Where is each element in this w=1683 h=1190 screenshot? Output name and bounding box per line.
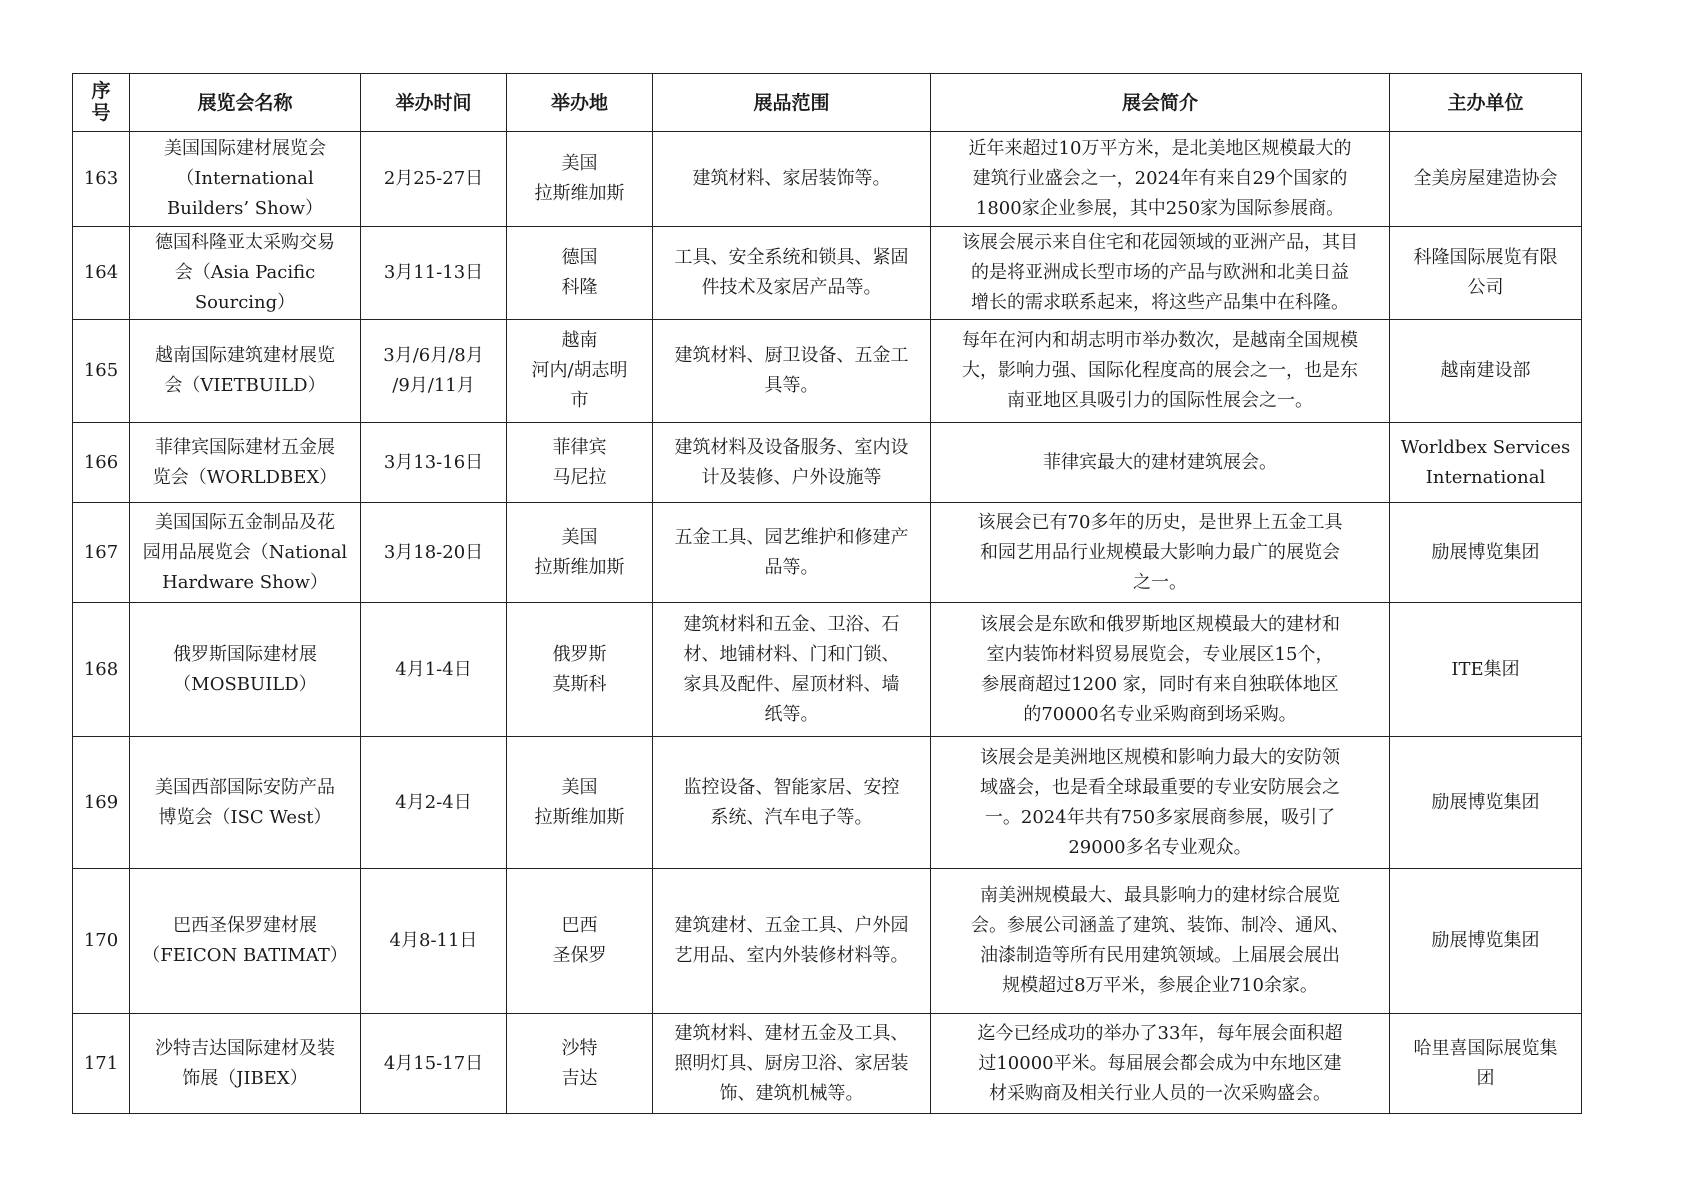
cell-scope-line: 具等。 (764, 375, 819, 396)
header-place: 举办地 (507, 74, 653, 132)
cell-scope-line: 建筑材料和五金、卫浴、石 (683, 613, 900, 635)
cell-intro (931, 869, 1390, 1014)
cell-intro (931, 737, 1390, 869)
cell-time (361, 423, 507, 503)
cell-organizer (1390, 1014, 1582, 1114)
table-row (73, 1014, 1582, 1114)
cell-scope (653, 423, 931, 503)
cell-scope-line: 计及装修、户外设施等 (701, 466, 882, 488)
header-intro: 展会简介 (931, 74, 1390, 132)
cell-intro-line: 菲律宾最大的建材建筑展会。 (1043, 451, 1277, 473)
cell-organizer-line: 励展博览集团 (1431, 930, 1540, 951)
cell-exhibition-name-line: 俄罗斯国际建材展 (173, 643, 317, 665)
cell-exhibition-name-line: 会（Asia Pacific (174, 262, 316, 283)
cell-intro-line: 油漆制造等所有民用建筑领域。上届展会展出 (980, 945, 1340, 966)
cell-place-line: 沙特 (561, 1037, 598, 1059)
cell-scope (653, 1014, 931, 1114)
cell-exhibition-name (130, 320, 361, 423)
cell-intro-line: 1800家企业参展，其中250家为国际参展商。 (975, 198, 1345, 219)
cell-intro-line: 域盛会，也是看全球最重要的专业安防展会之 (980, 776, 1340, 798)
cell-exhibition-name (130, 737, 361, 869)
cell-place-line: 吉达 (561, 1067, 598, 1089)
cell-place (507, 503, 653, 603)
cell-place (507, 132, 653, 227)
cell-exhibition-name (130, 423, 361, 503)
cell-place (507, 227, 653, 320)
cell-organizer (1390, 737, 1582, 869)
cell-scope-line: 家具及配件、屋顶材料、墙 (683, 673, 900, 695)
cell-organizer-line: 公司 (1467, 277, 1504, 298)
cell-time (361, 1014, 507, 1114)
header-no (73, 74, 130, 132)
cell-intro-line: 和园艺用品行业规模最大影响力最广的展览会 (980, 541, 1340, 563)
cell-exhibition-name-line: Builders’ Show） (167, 198, 323, 219)
cell-organizer-line: 哈里喜国际展览集 (1413, 1037, 1558, 1059)
cell-time-line: 2月25-27日 (383, 168, 484, 189)
cell-organizer-line: Worldbex Services (1400, 436, 1571, 458)
cell-exhibition-name-line: 园用品展览会（National (142, 541, 348, 563)
cell-scope (653, 737, 931, 869)
cell-organizer (1390, 423, 1582, 503)
cell-intro-line: 室内装饰材料贸易展览会，专业展区15个， (986, 643, 1334, 665)
cell-intro-line: 会。参展公司涵盖了建筑、装饰、制冷、通风、 (971, 915, 1349, 936)
cell-exhibition-name (130, 132, 361, 227)
cell-exhibition-name-line: Sourcing） (194, 292, 296, 313)
cell-no: 168 (73, 603, 130, 737)
cell-no: 165 (73, 320, 130, 423)
cell-intro-line: 的是将亚洲成长型市场的产品与欧洲和北美日益 (971, 262, 1349, 283)
cell-intro-line: 该展会是东欧和俄罗斯地区规模最大的建材和 (980, 613, 1340, 635)
cell-no: 170 (73, 869, 130, 1014)
cell-intro (931, 1014, 1390, 1114)
cell-exhibition-name-line: 德国科隆亚太采购交易 (155, 232, 335, 253)
cell-organizer-line: 越南建设部 (1440, 360, 1531, 381)
cell-organizer-line: 励展博览集团 (1431, 541, 1540, 563)
cell-organizer-line: 励展博览集团 (1431, 791, 1540, 813)
cell-organizer (1390, 869, 1582, 1014)
cell-exhibition-name (130, 503, 361, 603)
cell-organizer (1390, 132, 1582, 227)
cell-exhibition-name-line: Hardware Show） (162, 571, 328, 593)
cell-place-line: 河内/胡志明 (531, 360, 628, 381)
cell-exhibition-name-line: 览会（WORLDBEX） (152, 466, 338, 488)
cell-intro-line: 29000多名专业观众。 (1068, 836, 1252, 858)
table-row (73, 503, 1582, 603)
cell-intro (931, 227, 1390, 320)
cell-exhibition-name (130, 603, 361, 737)
cell-time-line: 3月11-13日 (383, 262, 484, 283)
cell-time (361, 503, 507, 603)
cell-scope-line: 建筑材料及设备服务、室内设 (674, 436, 909, 458)
cell-place-line: 莫斯科 (552, 673, 607, 695)
cell-intro-line: 规模超过8万平米，参展企业710余家。 (1002, 975, 1318, 996)
header-time: 举办时间 (361, 74, 507, 132)
cell-exhibition-name-line: 越南国际建筑建材展览 (155, 345, 335, 366)
cell-time (361, 603, 507, 737)
cell-scope (653, 503, 931, 603)
cell-place-line: 美国 (561, 776, 598, 798)
cell-time-line: /9月/11月 (392, 375, 475, 396)
cell-exhibition-name-line: （International (176, 168, 314, 189)
cell-intro (931, 320, 1390, 423)
cell-time-line: 3月18-20日 (383, 541, 484, 563)
cell-place-line: 德国 (561, 247, 598, 268)
cell-time (361, 737, 507, 869)
cell-place-line: 美国 (561, 526, 598, 548)
cell-time (361, 869, 507, 1014)
cell-intro (931, 603, 1390, 737)
table-row (73, 132, 1582, 227)
cell-organizer (1390, 320, 1582, 423)
cell-place-line: 马尼拉 (552, 466, 607, 488)
cell-scope-line: 五金工具、园艺维护和修建产 (674, 526, 909, 548)
cell-organizer (1390, 227, 1582, 320)
cell-place-line: 拉斯维加斯 (534, 183, 625, 204)
cell-scope-line: 建筑材料、厨卫设备、五金工 (674, 345, 909, 366)
table-row (73, 227, 1582, 320)
cell-scope-line: 建筑建材、五金工具、户外园 (674, 915, 909, 936)
cell-time-line: 4月15-17日 (383, 1052, 484, 1074)
cell-scope (653, 132, 931, 227)
cell-place-line: 市 (570, 390, 589, 411)
header-scope: 展品范围 (653, 74, 931, 132)
cell-place-line: 拉斯维加斯 (534, 556, 625, 578)
cell-exhibition-name-line: （FEICON BATIMAT） (142, 945, 348, 966)
cell-organizer-line: International (1425, 466, 1546, 488)
cell-intro-line: 建筑行业盛会之一，2024年有来自29个国家的 (972, 168, 1348, 189)
exhibition-table (72, 73, 1582, 1114)
cell-scope-line: 件技术及家居产品等。 (701, 277, 882, 298)
cell-time-line: 4月1-4日 (395, 658, 472, 680)
cell-intro-line: 南美洲规模最大、最具影响力的建材综合展览 (980, 885, 1340, 906)
cell-place-line: 圣保罗 (552, 945, 607, 966)
cell-place (507, 603, 653, 737)
cell-place-line: 科隆 (561, 277, 598, 298)
cell-organizer (1390, 603, 1582, 737)
cell-scope-line: 纸等。 (764, 703, 819, 725)
cell-no: 171 (73, 1014, 130, 1114)
cell-scope-line: 品等。 (764, 556, 819, 578)
cell-scope-line: 系统、汽车电子等。 (710, 806, 873, 828)
cell-intro-line: 参展商超过1200 家，同时有来自独联体地区 (981, 673, 1339, 695)
cell-scope (653, 227, 931, 320)
cell-no: 164 (73, 227, 130, 320)
cell-exhibition-name-line: 美国国际建材展览会 (164, 138, 326, 159)
cell-intro-line: 该展会是美洲地区规模和影响力最大的安防领 (980, 746, 1340, 768)
cell-place (507, 423, 653, 503)
cell-time (361, 227, 507, 320)
cell-exhibition-name (130, 227, 361, 320)
cell-exhibition-name-line: 会（VIETBUILD） (164, 375, 326, 396)
cell-time (361, 320, 507, 423)
cell-place-line: 越南 (561, 330, 598, 351)
cell-no: 167 (73, 503, 130, 603)
cell-organizer (1390, 503, 1582, 603)
table-row (73, 320, 1582, 423)
cell-organizer-line: 全美房屋建造协会 (1413, 168, 1558, 189)
cell-place-line: 菲律宾 (552, 436, 607, 458)
cell-intro (931, 503, 1390, 603)
cell-scope-line: 工具、安全系统和锁具、紧固 (674, 247, 909, 268)
cell-place (507, 869, 653, 1014)
cell-intro (931, 132, 1390, 227)
cell-place (507, 737, 653, 869)
header-no-label: 序号 (91, 80, 111, 124)
table-row (73, 869, 1582, 1014)
cell-scope-line: 材、地铺材料、门和门锁、 (683, 643, 900, 665)
table-row (73, 737, 1582, 869)
cell-intro (931, 423, 1390, 503)
cell-intro-line: 增长的需求联系起来，将这些产品集中在科隆。 (971, 292, 1349, 313)
cell-exhibition-name-line: 沙特吉达国际建材及装 (155, 1037, 335, 1059)
header-organizer: 主办单位 (1390, 74, 1582, 132)
cell-place-line: 俄罗斯 (552, 643, 607, 665)
cell-intro-line: 该展会展示来自住宅和花园领域的亚洲产品，其目 (962, 232, 1358, 253)
cell-organizer-line: ITE集团 (1451, 658, 1520, 680)
cell-exhibition-name (130, 1014, 361, 1114)
cell-intro-line: 南亚地区具吸引力的国际性展会之一。 (1007, 390, 1313, 411)
cell-no: 163 (73, 132, 130, 227)
table-header-row (73, 74, 1582, 132)
cell-exhibition-name-line: 博览会（ISC West） (158, 806, 332, 828)
cell-scope (653, 603, 931, 737)
cell-intro-line: 每年在河内和胡志明市举办数次，是越南全国规模 (962, 330, 1358, 351)
cell-scope-line: 饰、建筑机械等。 (719, 1082, 864, 1104)
cell-exhibition-name-line: 美国国际五金制品及花 (155, 511, 335, 533)
cell-intro-line: 一。2024年共有750多家展商参展，吸引了 (984, 806, 1336, 828)
cell-scope-line: 建筑材料、家居装饰等。 (692, 168, 891, 189)
cell-time-line: 3月/6月/8月 (383, 345, 484, 366)
cell-no: 166 (73, 423, 130, 503)
cell-time-line: 4月2-4日 (395, 791, 472, 813)
cell-place (507, 320, 653, 423)
cell-organizer-line: 科隆国际展览有限 (1413, 247, 1558, 268)
cell-time-line: 4月8-11日 (389, 930, 478, 951)
cell-intro-line: 大，影响力强、国际化程度高的展会之一，也是东 (962, 360, 1358, 381)
cell-intro-line: 该展会已有70多年的历史，是世界上五金工具 (977, 511, 1343, 533)
cell-intro-line: 过10000平米。每届展会都会成为中东地区建 (978, 1052, 1342, 1074)
cell-intro-line: 的70000名专业采购商到场采购。 (1023, 703, 1297, 725)
cell-place-line: 美国 (561, 153, 598, 174)
cell-scope-line: 艺用品、室内外装修材料等。 (674, 945, 909, 966)
cell-exhibition-name-line: 菲律宾国际建材五金展 (155, 436, 335, 458)
cell-time (361, 132, 507, 227)
cell-scope (653, 869, 931, 1014)
exhibition-table-container (72, 73, 1581, 1114)
cell-place-line: 拉斯维加斯 (534, 806, 625, 828)
cell-exhibition-name-line: 饰展（JIBEX） (182, 1067, 308, 1089)
cell-no: 169 (73, 737, 130, 869)
cell-exhibition-name (130, 869, 361, 1014)
cell-scope-line: 建筑材料、建材五金及工具、 (674, 1022, 909, 1044)
cell-intro-line: 近年来超过10万平方米，是北美地区规模最大的 (968, 138, 1352, 159)
cell-scope-line: 监控设备、智能家居、安控 (683, 776, 900, 798)
cell-place-line: 巴西 (561, 915, 598, 936)
header-name: 展览会名称 (130, 74, 361, 132)
cell-exhibition-name-line: 巴西圣保罗建材展 (173, 915, 317, 936)
table-row (73, 423, 1582, 503)
cell-intro-line: 材采购商及相关行业人员的一次采购盛会。 (989, 1082, 1331, 1104)
cell-intro-line: 迄今已经成功的举办了33年，每年展会面积超 (977, 1022, 1343, 1044)
cell-scope (653, 320, 931, 423)
cell-organizer-line: 团 (1476, 1067, 1495, 1089)
cell-exhibition-name-line: （MOSBUILD） (173, 673, 317, 695)
cell-scope-line: 照明灯具、厨房卫浴、家居装 (674, 1052, 909, 1074)
cell-time-line: 3月13-16日 (383, 451, 484, 473)
cell-exhibition-name-line: 美国西部国际安防产品 (155, 776, 335, 798)
cell-intro-line: 之一。 (1133, 571, 1187, 593)
cell-place (507, 1014, 653, 1114)
table-row (73, 603, 1582, 737)
